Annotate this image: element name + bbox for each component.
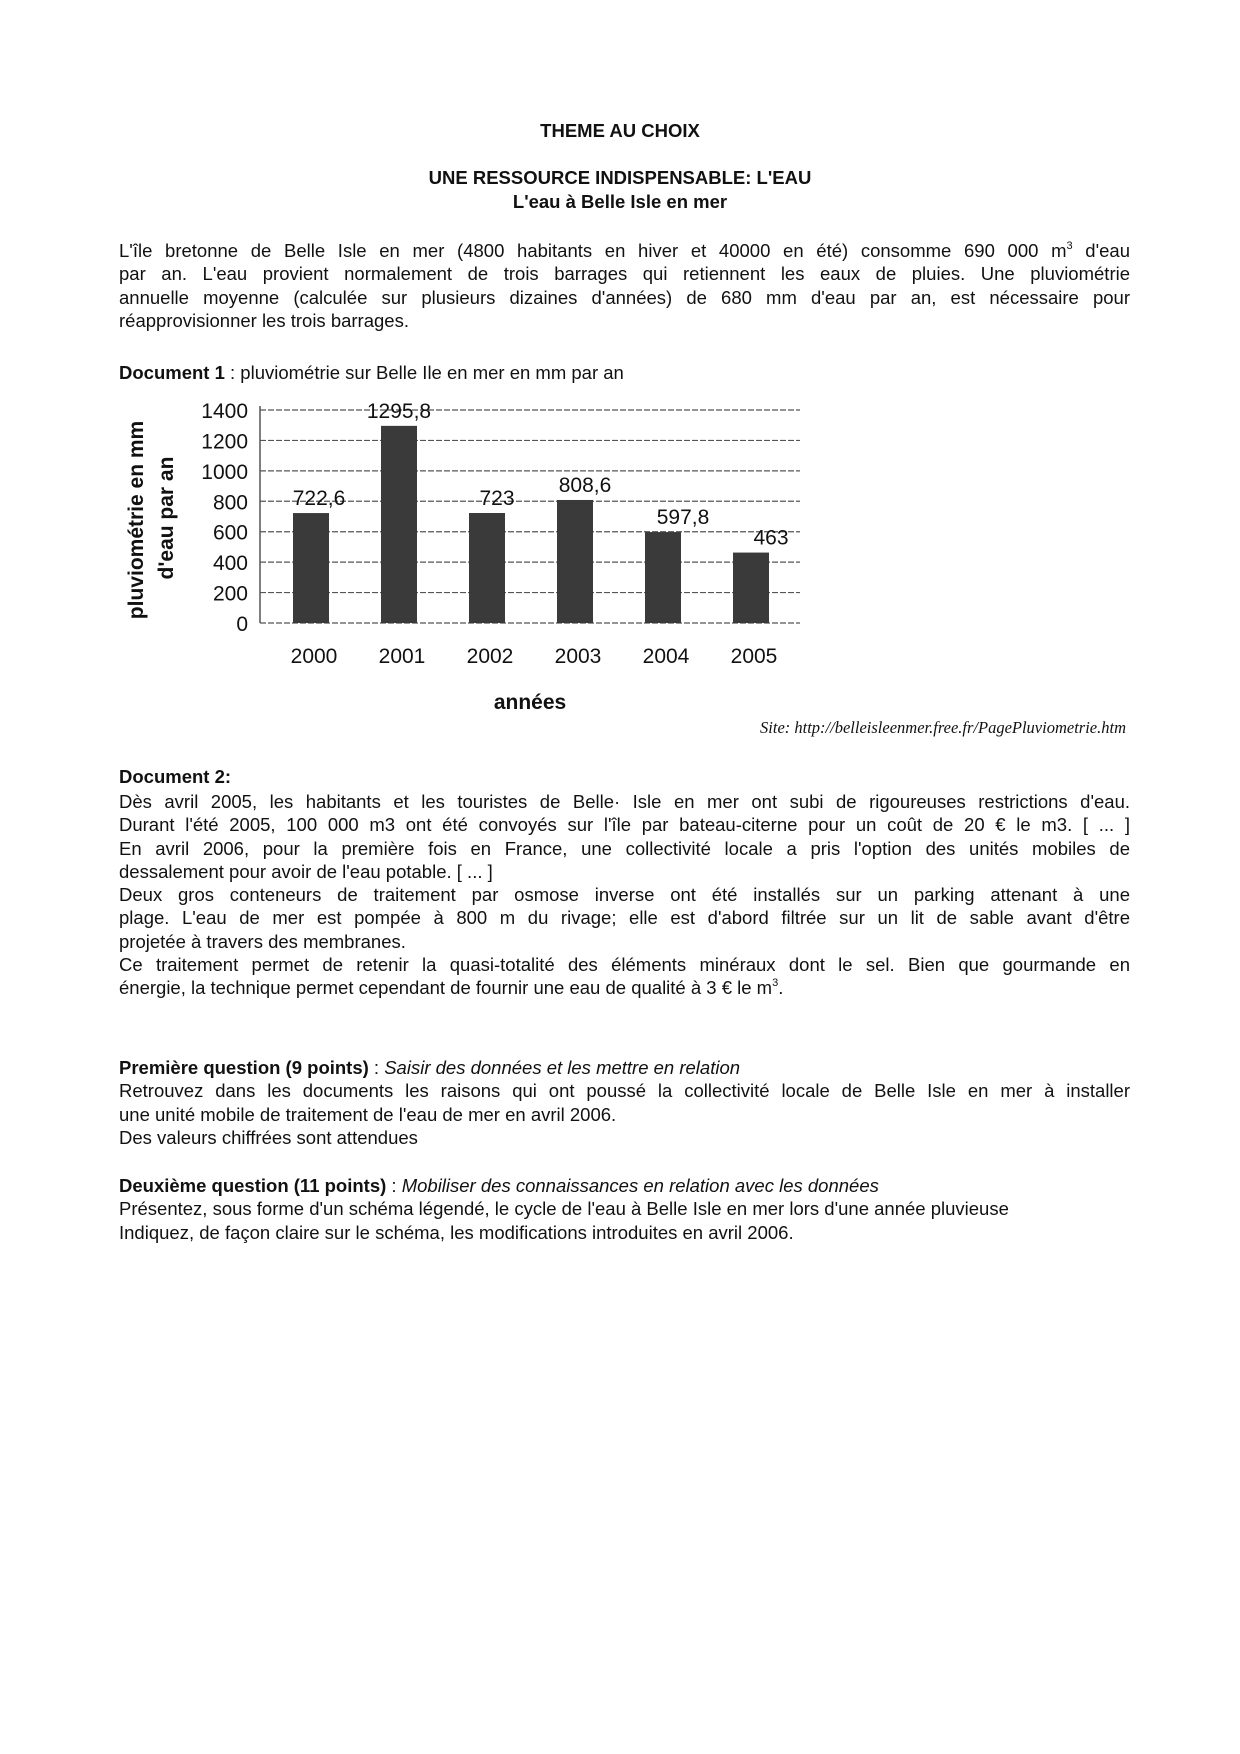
question-1 <box>119 1056 1130 1149</box>
bar-2004 <box>645 532 681 623</box>
data-label-2005: 463 <box>753 526 789 550</box>
doc2-line: projetée à travers des membranes. <box>119 930 406 952</box>
y-axis-label-line-2: d'eau par an <box>155 456 178 580</box>
separator: : <box>368 1057 385 1078</box>
question-1-line: une unité mobile de traitement de l'eau de mer en avril 2006. <box>119 1103 617 1125</box>
y-tick-label: 200 <box>212 582 248 606</box>
y-tick-label: 400 <box>212 552 248 576</box>
question-1-line: Des valeurs chiffrées sont attendues <box>119 1126 418 1148</box>
bar-2005 <box>733 553 769 623</box>
x-tick-label: 2002 <box>466 645 514 668</box>
bar-2002 <box>469 513 505 623</box>
y-tick-label: 0 <box>236 613 248 636</box>
x-tick-label: 2000 <box>290 645 338 668</box>
doc2-line: dessalement pour avoir de l'eau potable. [ ... ] <box>119 860 493 882</box>
question-2-subtitle: Mobiliser des connaissances en relation avec les données <box>401 1175 879 1196</box>
x-axis-label: années <box>493 691 567 714</box>
doc2-line <box>119 976 1130 999</box>
document-2-label: Document 2: <box>119 766 232 787</box>
document-2-text <box>119 790 1130 1000</box>
data-label-2004: 597,8 <box>656 506 710 530</box>
superscript: 3 <box>1066 240 1073 252</box>
question-1-heading <box>119 1056 1130 1079</box>
question-1-line: Retrouvez dans les documents les raisons qui ont poussé la collectivité locale de Belle Isle en mer à installer <box>119 1080 1130 1102</box>
question-2-line: Indiquez, de façon claire sur le schéma, les modifications introduites en avril 2006. <box>119 1221 794 1243</box>
bar-2001 <box>381 426 417 623</box>
x-tick-label: 2003 <box>554 645 602 668</box>
document-title: UNE RESSOURCE INDISPENSABLE: L'EAU <box>428 167 812 188</box>
data-label-2000: 722,6 <box>292 487 346 511</box>
doc2-line: En avril 2006, pour la première fois en France, une collectivité locale a pris l'option des unités mobiles de <box>119 837 1130 859</box>
question-1-label: Première question (9 points) <box>119 1057 369 1078</box>
question-2-line: Présentez, sous forme d'un schéma légendé, le cycle de l'eau à Belle Isle en mer lors d'une année pluvieuse <box>119 1198 1009 1220</box>
data-label-2003: 808,6 <box>558 473 612 497</box>
intro-line <box>119 239 1130 262</box>
y-tick-label: 800 <box>212 491 248 515</box>
question-2-heading <box>119 1174 1130 1197</box>
rainfall-bar-chart <box>110 392 810 717</box>
y-tick-label: 1400 <box>201 400 248 423</box>
intro-line: par an. L'eau provient normalement de trois barrages qui retiennent les eaux de pluies. Une pluviométrie <box>119 263 1130 285</box>
intro-line: annuelle moyenne (calculée sur plusieurs dizaines d'années) de 680 mm d'eau par an, est nécessaire pour <box>119 286 1130 308</box>
document-subtitle: L'eau à Belle Isle en mer <box>512 191 728 212</box>
document-1-caption-text: : pluviométrie sur Belle Ile en mer en mm par an <box>224 362 624 383</box>
source-citation: Site: http://belleisleenmer.free.fr/PagePluviometrie.htm <box>760 718 1126 737</box>
bar-2003 <box>557 500 593 623</box>
x-tick-label: 2005 <box>730 645 778 668</box>
intro-line: réapprovisionner les trois barrages. <box>119 309 409 331</box>
doc2-line: Deux gros conteneurs de traitement par osmose inverse ont été installés sur un parking attenant à une <box>119 884 1130 906</box>
data-label-2002: 723 <box>479 487 515 511</box>
document-1-label: Document 1 <box>119 362 225 383</box>
y-axis-label-line-1: pluviométrie en mm <box>125 420 148 620</box>
intro-paragraph <box>119 239 1130 332</box>
question-1-subtitle: Saisir des données et les mettre en relation <box>384 1057 741 1078</box>
doc2-line: plage. L'eau de mer est pompée à 800 m du rivage; elle est d'abord filtrée sur un lit de sable avant d'être <box>119 907 1130 929</box>
question-2-label: Deuxième question (11 points) <box>119 1175 387 1196</box>
intro-text: d'eau <box>1072 240 1130 261</box>
doc2-text: énergie, la technique permet cependant de fournir une eau de qualité à 3 € le m <box>119 977 773 999</box>
x-tick-label: 2004 <box>642 645 690 668</box>
doc2-line: Ce traitement permet de retenir la quasi-totalité des éléments minéraux dont le sel. Bien que gourmande en <box>119 954 1130 976</box>
y-tick-label: 600 <box>212 521 248 545</box>
document-1-caption <box>119 362 624 384</box>
separator: : <box>386 1175 402 1196</box>
y-tick-label: 1000 <box>201 460 248 484</box>
y-tick-label: 1200 <box>201 430 248 454</box>
intro-text: L'île bretonne de Belle Isle en mer (4800 habitants en hiver et 40000 en été) consomme 690 000 m <box>119 240 1067 261</box>
doc2-line: Durant l'été 2005, 100 000 m3 ont été convoyés sur l'île par bateau-citerne pour un coût de 20 € le m3. [ ... ] <box>119 814 1130 836</box>
x-tick-label: 2001 <box>378 645 426 668</box>
theme-heading: THEME AU CHOIX <box>540 120 700 141</box>
data-label-2001: 1295,8 <box>366 399 432 423</box>
doc2-line: Dès avril 2005, les habitants et les touristes de Belle· Isle en mer ont subi de rigoureuses restrictions d'eau. <box>119 791 1130 812</box>
doc2-text: . <box>778 977 784 999</box>
question-2 <box>119 1174 1130 1244</box>
superscript: 3 <box>772 977 779 990</box>
bar-2000 <box>293 513 329 623</box>
